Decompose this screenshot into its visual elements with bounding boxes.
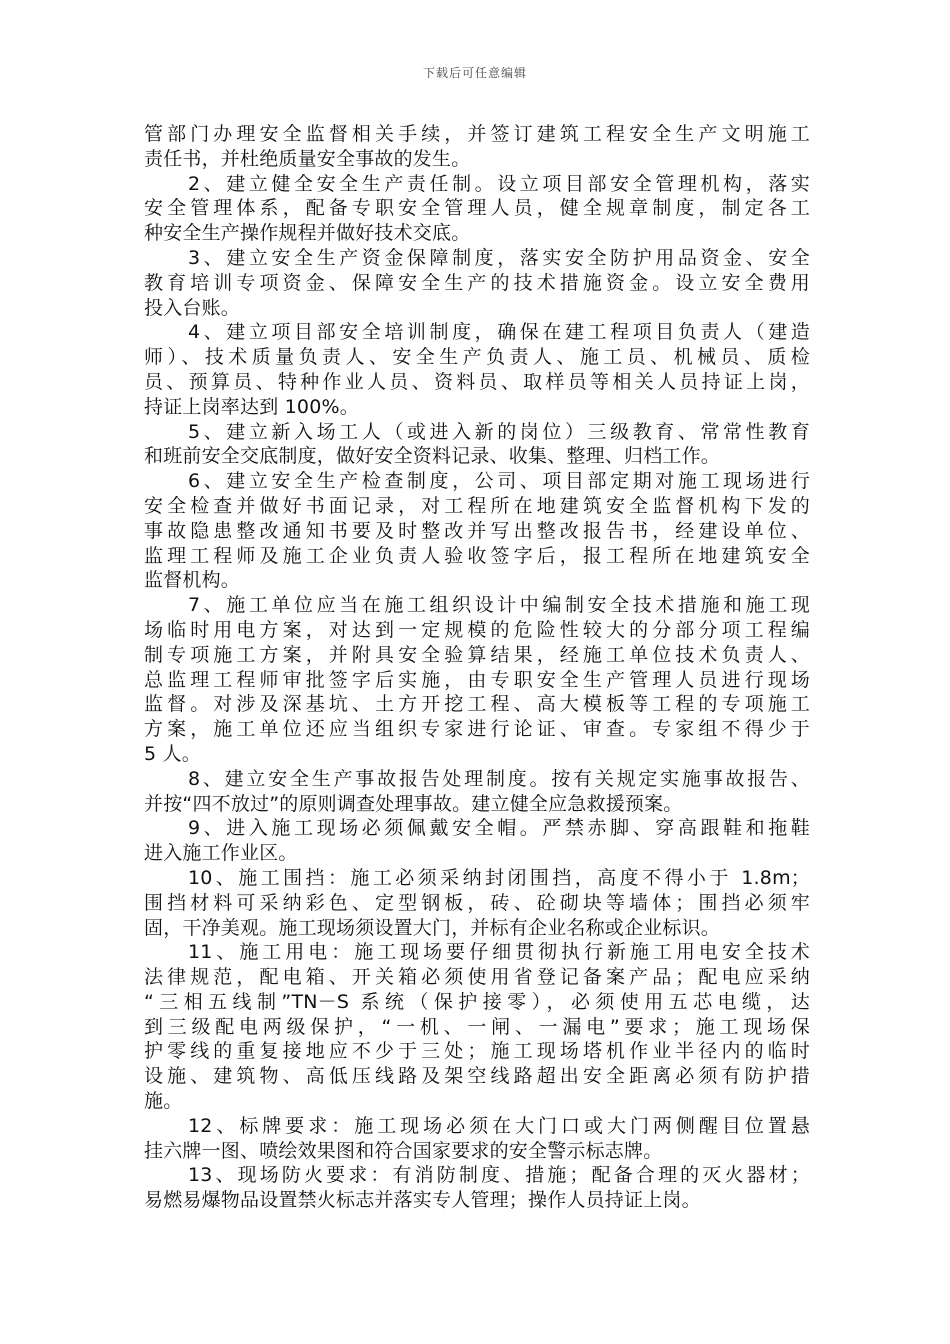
page-header: 下载后可任意编辑 <box>422 66 527 80</box>
text-line: 和班前安全交底制度，做好安全资料记录、收集、整理、归档工作。 <box>144 445 721 468</box>
text-line: 进入施工作业区。 <box>144 842 298 865</box>
text-line: 6、建立安全生产检查制度，公司、项目部定期对施工现场进行 <box>188 470 810 493</box>
text-line: 9、进入施工现场必须佩戴安全帽。严禁赤脚、穿高跟鞋和拖鞋 <box>188 817 810 840</box>
text-line: 5 人。 <box>144 742 201 765</box>
text-line: 4、建立项目部安全培训制度，确保在建工程项目负责人（建造 <box>188 321 810 344</box>
text-line: 场临时用电方案，对达到一定规模的危险性较大的分部分项工程编 <box>144 618 810 641</box>
text-line: 5、建立新入场工人（或进入新的岗位）三级教育、常常性教育 <box>188 420 810 443</box>
text-line: 制专项施工方案，并附具安全验算结果，经施工单位技术负责人、 <box>144 643 810 666</box>
text-line: 13、现场防火要求：有消防制度、措施；配备合理的灭火器材； <box>188 1164 810 1187</box>
text-line: 2、建立健全安全生产责任制。设立项目部安全管理机构，落实 <box>188 172 810 195</box>
text-line: 到三级配电两级保护，“一机、一闸、一漏电”要求；施工现场保 <box>144 1015 810 1038</box>
text-line: 挂六牌一图、喷绘效果图和符合国家要求的安全警示标志牌。 <box>144 1139 663 1162</box>
text-line: 总监理工程师审批签字后实施，由专职安全生产管理人员进行现场 <box>144 668 810 691</box>
text-line: 责任书，并杜绝质量安全事故的发生。 <box>144 147 471 170</box>
text-line: 8、建立安全生产事故报告处理制度。按有关规定实施事故报告、 <box>188 767 810 790</box>
text-line: 管部门办理安全监督相关手续，并签订建筑工程安全生产文明施工 <box>144 123 810 145</box>
text-line: 事故隐患整改通知书要及时整改并写出整改报告书，经建设单位、 <box>144 519 810 542</box>
document-body <box>144 122 810 1213</box>
text-line: 种安全生产操作规程并做好技术交底。 <box>144 222 471 245</box>
text-line: 投入台账。 <box>144 296 241 319</box>
text-line: 持证上岗率达到 100%。 <box>144 395 359 418</box>
text-line: 3、建立安全生产资金保障制度，落实安全防护用品资金、安全 <box>188 246 810 269</box>
text-line: 10、施工围挡：施工必须采纳封闭围挡，高度不得小于 1.8m； <box>188 866 810 889</box>
text-line: 监理工程师及施工企业负责人验收签字后，报工程所在地建筑安全 <box>144 544 810 567</box>
text-line: “三相五线制”TN－S 系统（保护接零），必须使用五芯电缆，达 <box>144 990 810 1013</box>
text-line: 员、预算员、特种作业人员、资料员、取样员等相关人员持证上岗， <box>144 370 810 393</box>
text-line: 12、标牌要求：施工现场必须在大门口或大门两侧醒目位置悬 <box>188 1114 810 1137</box>
text-line: 法律规范，配电箱、开关箱必须使用省登记备案产品；配电应采纳 <box>144 966 810 989</box>
text-line: 并按“四不放过”的原则调查处理事故。建立健全应急救援预案。 <box>144 792 683 815</box>
text-line: 施。 <box>144 1090 183 1113</box>
text-line: 监督机构。 <box>144 569 241 592</box>
text-line: 师）、技术质量负责人、安全生产负责人、施工员、机械员、质检 <box>144 346 810 369</box>
text-line: 设施、建筑物、高低压线路及架空线路超出安全距离必须有防护措 <box>144 1065 810 1088</box>
text-line: 7、施工单位应当在施工组织设计中编制安全技术措施和施工现 <box>188 594 810 617</box>
text-line: 围挡材料可采纳彩色、定型钢板，砖、砼砌块等墙体；围挡必须牢 <box>144 891 810 914</box>
text-line: 11、施工用电：施工现场要仔细贯彻执行新施工用电安全技术 <box>188 941 810 964</box>
text-line: 方案，施工单位还应当组织专家进行论证、审查。专家组不得少于 <box>144 718 810 741</box>
text-line: 护零线的重复接地应不少于三处；施工现场塔机作业半径内的临时 <box>144 1040 810 1063</box>
text-line: 固，干净美观。施工现场须设置大门，并标有企业名称或企业标识。 <box>144 916 721 939</box>
text-line: 易燃易爆物品设置禁火标志并落实专人管理；操作人员持证上岗。 <box>144 1189 701 1212</box>
text-line: 安全管理体系，配备专职安全管理人员，健全规章制度，制定各工 <box>144 197 810 220</box>
text-line: 教育培训专项资金、保障安全生产的技术措施资金。设立安全费用 <box>144 271 810 294</box>
text-line: 监督。对涉及深基坑、土方开挖工程、高大模板等工程的专项施工 <box>144 693 810 716</box>
text-line: 安全检查并做好书面记录，对工程所在地建筑安全监督机构下发的 <box>144 494 810 517</box>
